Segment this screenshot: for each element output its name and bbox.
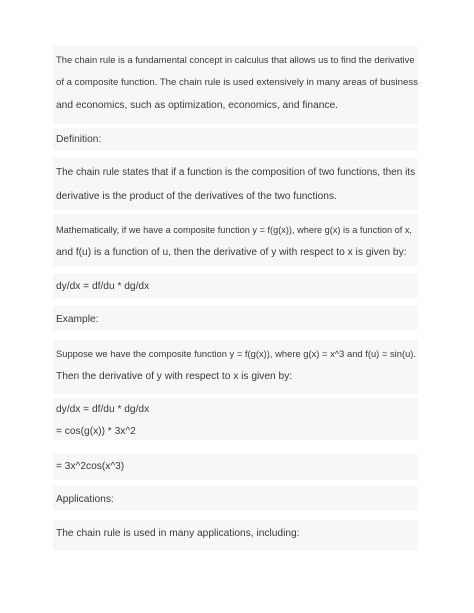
intro-line-2: of a composite function. The chain rule is used extensively in many areas of business [56, 77, 418, 88]
math-line-2: and f(u) is a function of u, then the derivative of y with respect to x is given by: [56, 247, 407, 258]
example-line-1: Suppose we have the composite function y = f(g(x)), where g(x) = x^3 and f(u) = sin(u). [56, 348, 417, 359]
step-3: = 3x^2cos(x^3) [56, 461, 125, 472]
intro-line-3: and economics, such as optimization, economics, and finance. [56, 100, 339, 111]
definition-heading-band [53, 128, 418, 150]
definition-heading: Definition: [56, 134, 102, 145]
step-1: dy/dx = df/du * dg/dx [56, 404, 150, 415]
example-line-2: Then the derivative of y with respect to x is given by: [56, 371, 293, 382]
applications-heading: Applications: [56, 494, 114, 505]
definition-line-2: derivative is the product of the derivatives of the two functions. [56, 191, 337, 202]
math-line-1: Mathematically, if we have a composite function y = f(g(x)), where g(x) is a function of x, [56, 225, 412, 235]
intro-line-1: The chain rule is a fundamental concept in calculus that allows us to find the derivative [56, 54, 415, 65]
applications-intro: The chain rule is used in many applications, including: [56, 528, 300, 539]
definition-line-1: The chain rule states that if a function is the composition of two functions, then its [56, 167, 416, 178]
step-2: = cos(g(x)) * 3x^2 [56, 426, 136, 437]
example-heading: Example: [56, 314, 99, 325]
formula: dy/dx = df/du * dg/dx [56, 281, 150, 292]
example-heading-band [53, 306, 418, 330]
